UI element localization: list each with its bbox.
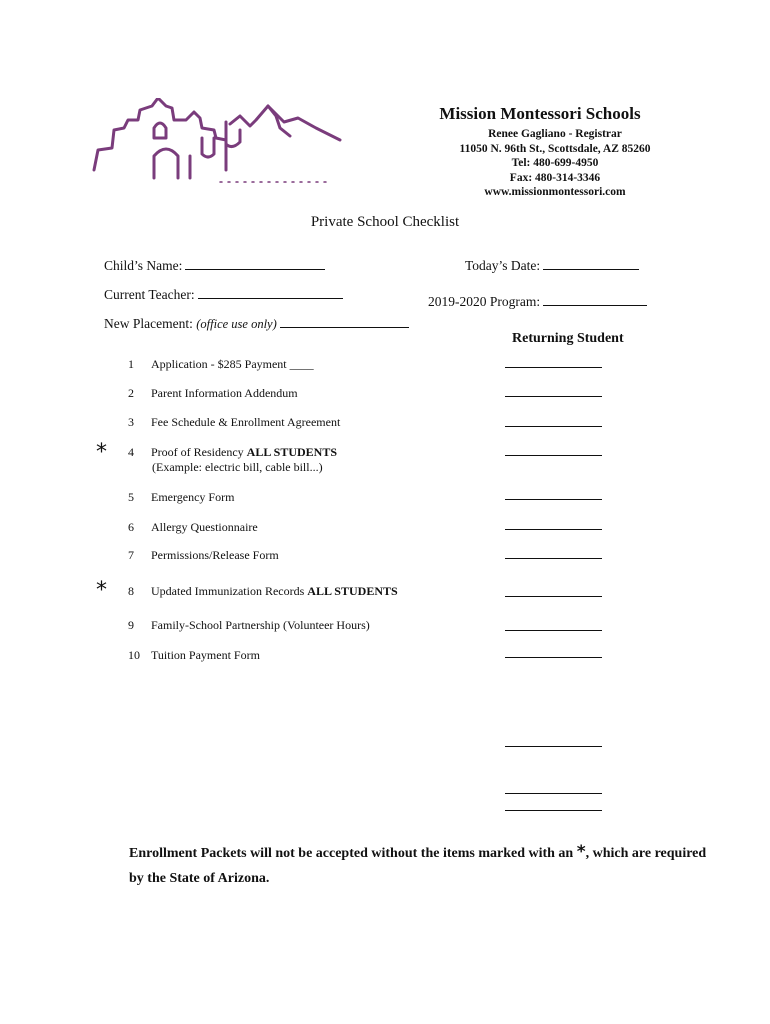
todays-date-label: Today’s Date: bbox=[465, 258, 541, 273]
school-logo bbox=[90, 98, 380, 188]
registrar-line: Renee Gagliano - Registrar bbox=[488, 128, 622, 140]
checklist-item: 6 Allergy Questionnaire bbox=[128, 520, 258, 534]
checklist-item: 10 Tuition Payment Form bbox=[128, 648, 260, 662]
checklist-item: 8 Updated Immunization Records ALL STUDENTS bbox=[128, 584, 398, 598]
childs-name-input[interactable] bbox=[185, 257, 325, 270]
blank-line[interactable] bbox=[505, 793, 602, 794]
page-title: Private School Checklist bbox=[310, 214, 460, 230]
address-line: 11050 N. 96th St., Scottsdale, AZ 85260 bbox=[459, 142, 651, 155]
website-link[interactable]: www.missionmontessori.com bbox=[484, 186, 626, 198]
program-field bbox=[428, 293, 647, 310]
returning-checkbox-line[interactable] bbox=[505, 499, 602, 500]
returning-checkbox-line[interactable] bbox=[505, 596, 602, 597]
all-students-emphasis: ALL STUDENTS bbox=[307, 584, 398, 598]
todays-date-input[interactable] bbox=[543, 257, 639, 270]
returning-checkbox-line[interactable] bbox=[505, 529, 602, 530]
blank-line[interactable] bbox=[505, 810, 602, 811]
returning-checkbox-line[interactable] bbox=[505, 657, 602, 658]
returning-student-header: Returning Student bbox=[512, 331, 624, 346]
example-note: (Example: electric bill, cable bill...) bbox=[152, 460, 323, 474]
office-use-note: (office use only) bbox=[196, 317, 277, 331]
new-placement-field bbox=[104, 315, 409, 332]
checklist-item: 3 Fee Schedule & Enrollment Agreement bbox=[128, 415, 341, 429]
returning-checkbox-line[interactable] bbox=[505, 630, 602, 631]
all-students-emphasis: ALL STUDENTS bbox=[246, 445, 338, 459]
required-star-icon: * bbox=[96, 578, 107, 603]
program-label: 2019-2020 Program: bbox=[428, 294, 541, 309]
program-input[interactable] bbox=[543, 293, 647, 306]
checklist-item: 7 Permissions/Release Form bbox=[128, 548, 279, 562]
returning-checkbox-line[interactable] bbox=[505, 558, 602, 559]
returning-checkbox-line[interactable] bbox=[505, 396, 602, 397]
new-placement-label: New Placement: bbox=[104, 316, 193, 331]
current-teacher-label: Current Teacher: bbox=[104, 287, 195, 302]
footer-note: Enrollment Packets will not be accepted without the items marked with an *, which are required by the State of Arizona. bbox=[129, 842, 707, 886]
current-teacher-input[interactable] bbox=[198, 286, 343, 299]
checklist-item: 1 Application - $285 Payment ____ bbox=[128, 357, 314, 371]
returning-checkbox-line[interactable] bbox=[505, 455, 602, 456]
checklist-item: 2 Parent Information Addendum bbox=[128, 386, 298, 400]
star-icon: * bbox=[576, 842, 586, 862]
phone-line: Tel: 480-699-4950 bbox=[511, 157, 599, 169]
checklist-item: 9 Family-School Partnership (Volunteer Hours) bbox=[128, 618, 370, 632]
new-placement-input[interactable] bbox=[280, 315, 409, 328]
returning-checkbox-line[interactable] bbox=[505, 426, 602, 427]
childs-name-label: Child’s Name: bbox=[104, 258, 183, 273]
current-teacher-field bbox=[104, 286, 343, 303]
fax-line: Fax: 480-314-3346 bbox=[509, 171, 601, 184]
checklist-item: 5 Emergency Form bbox=[128, 490, 235, 504]
contact-info bbox=[420, 127, 690, 200]
returning-checkbox-line[interactable] bbox=[505, 367, 602, 368]
blank-line[interactable] bbox=[505, 746, 602, 747]
school-name: Mission Montessori Schools bbox=[439, 104, 641, 123]
checklist-item: 4 Proof of Residency ALL STUDENTS bbox=[128, 445, 338, 459]
todays-date-field bbox=[465, 257, 639, 274]
childs-name-field bbox=[104, 257, 325, 274]
required-star-icon: * bbox=[96, 440, 107, 465]
